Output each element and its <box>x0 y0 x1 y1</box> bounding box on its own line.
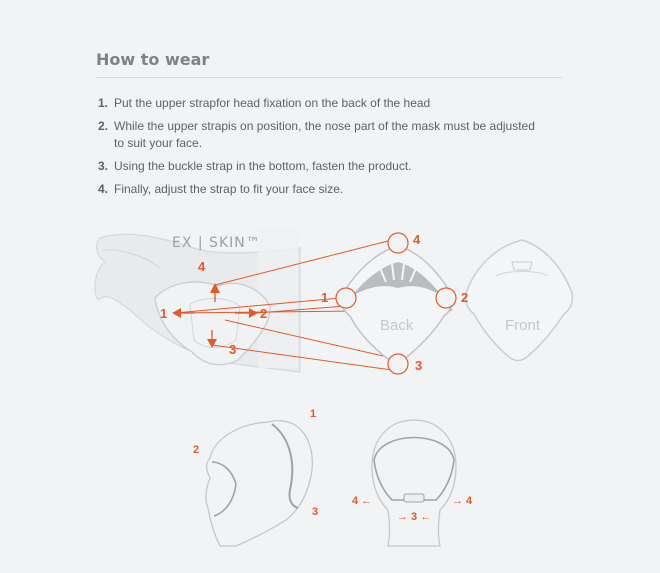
callout-circle-top <box>388 233 408 253</box>
step-text: Using the buckle strap in the bottom, fasten the product. <box>114 159 412 173</box>
back-label-center-3: → 3 ← <box>397 511 432 523</box>
side-label-3: 3 <box>312 506 319 518</box>
side-strap <box>272 424 298 508</box>
side-label-2: 2 <box>193 444 200 456</box>
callout-small-4: 4 <box>198 259 206 274</box>
step-number: 4. <box>98 182 109 196</box>
callout-small-3: 3 <box>229 342 237 357</box>
callout-small-2: 2 <box>260 306 268 321</box>
callout-small-1: 1 <box>160 306 168 321</box>
back-label: Back <box>380 317 414 334</box>
brand-logo: EX | SKIN™ <box>172 235 261 251</box>
side-head-outline <box>206 421 312 546</box>
back-label-left-4: 4 ← <box>352 495 373 507</box>
step-number: 2. <box>98 119 109 133</box>
front-label: Front <box>505 317 541 334</box>
back-head-outline <box>372 420 456 546</box>
page-title: How to wear <box>96 50 210 69</box>
step-number: 3. <box>98 159 109 173</box>
step-text: While the upper strapis on position, the nose part of the mask must be adjusted to suit your face. <box>114 119 535 150</box>
callout-circle-bottom <box>388 354 408 374</box>
step-text: Put the upper strapfor head fixation on the back of the head <box>114 96 431 110</box>
callout-big-1: 1 <box>321 290 329 305</box>
buckle-icon <box>404 494 424 502</box>
back-head-strap <box>374 438 454 501</box>
side-mask-edge <box>212 462 236 516</box>
step-text: Finally, adjust the strap to fit your face size. <box>114 182 344 196</box>
callout-circle-right <box>436 288 456 308</box>
callout-big-4: 4 <box>413 232 421 247</box>
callout-big-2: 2 <box>461 290 469 305</box>
front-mask <box>466 240 573 361</box>
step-number: 1. <box>98 96 109 110</box>
callout-circle-left <box>336 288 356 308</box>
back-label-right-4: → 4 <box>452 495 473 507</box>
callout-big-3: 3 <box>415 358 423 373</box>
side-label-1: 1 <box>310 408 317 420</box>
